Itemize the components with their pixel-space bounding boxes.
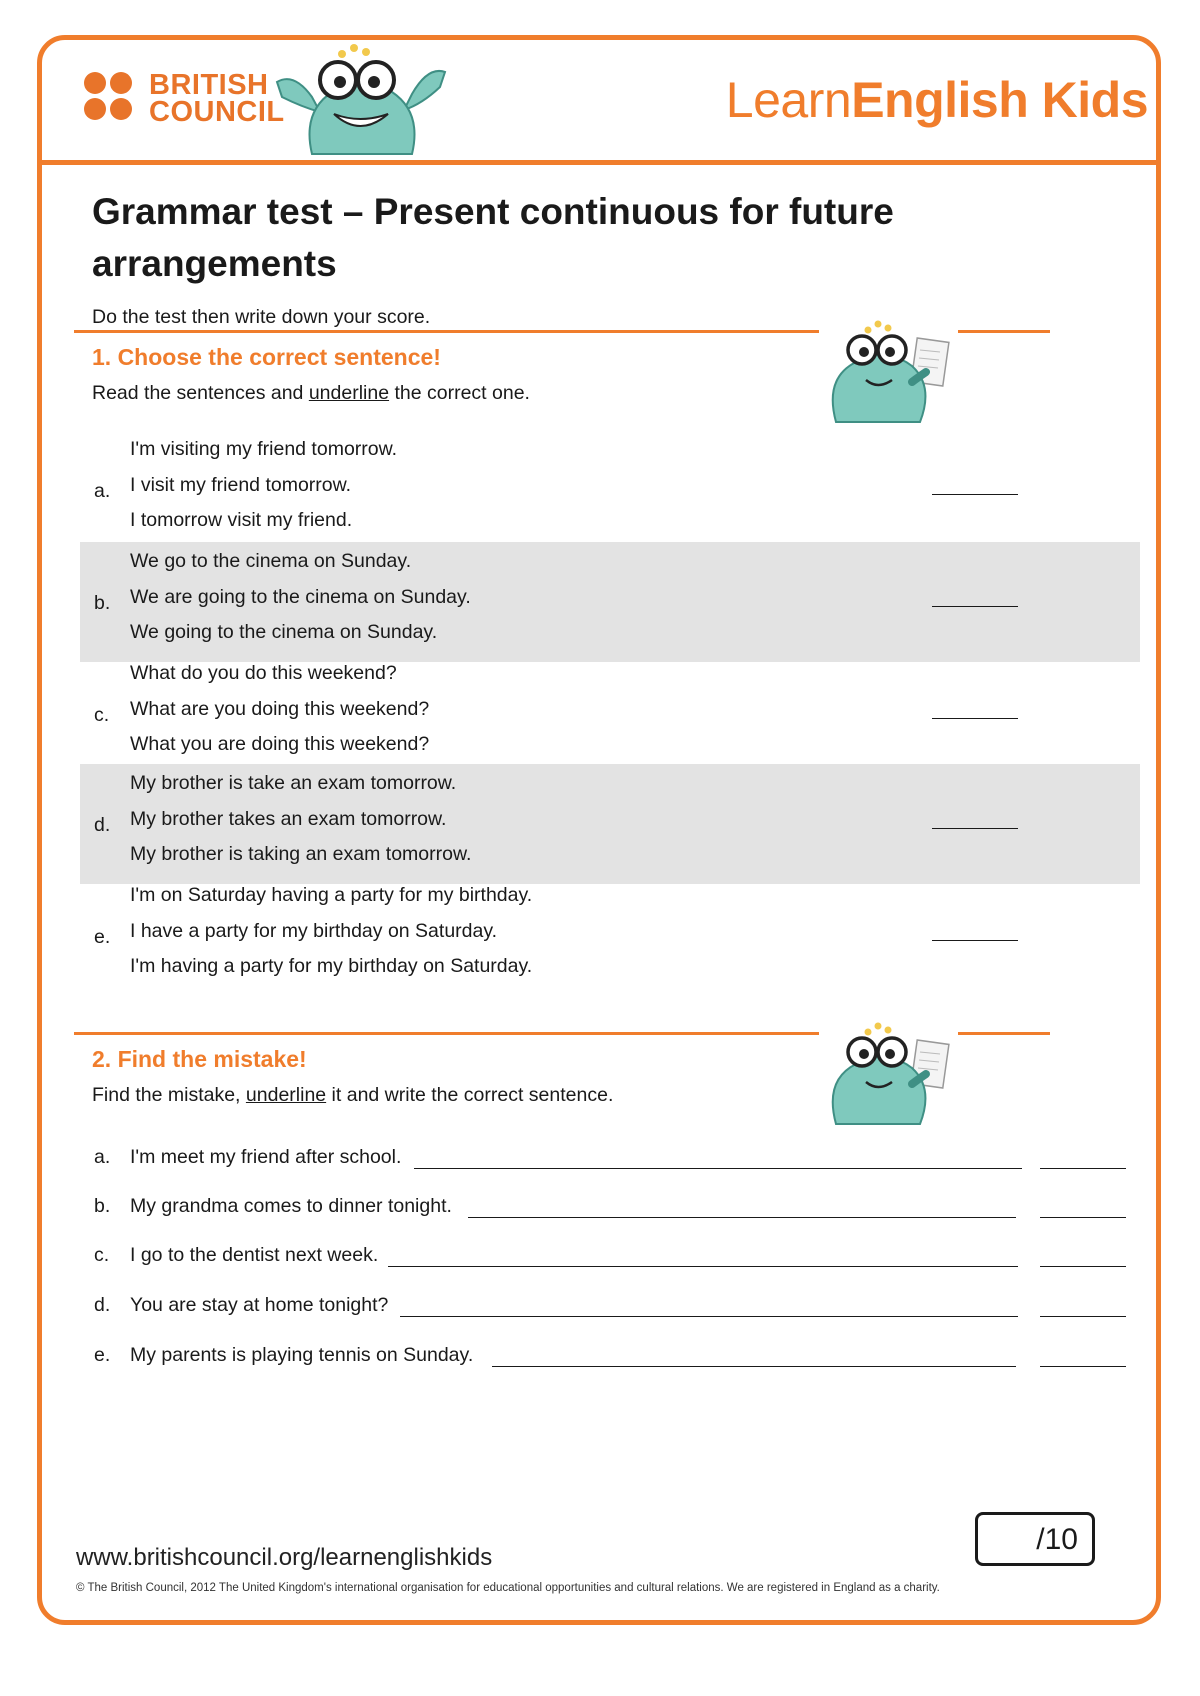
mistake-sentence[interactable]: My grandma comes to dinner tonight. <box>130 1195 452 1217</box>
option-text[interactable]: My brother takes an exam tomorrow. <box>130 808 447 830</box>
score-blank[interactable] <box>1040 1366 1126 1367</box>
page-title: Grammar test – Present continuous for future arrangements <box>92 191 894 284</box>
option-text[interactable]: I'm on Saturday having a party for my birthday. <box>130 884 533 906</box>
section2-instructions: Find the mistake, underline it and write the correct sentence. <box>92 1084 614 1106</box>
mistake-item-e <box>80 1344 1140 1374</box>
mistake-item-c <box>80 1244 1140 1274</box>
item-letter: d. <box>94 1294 111 1316</box>
section1-rule-right <box>958 330 1050 333</box>
footer-url[interactable]: www.britishcouncil.org/learnenglishkids <box>76 1544 493 1571</box>
score-blank[interactable] <box>932 828 1018 829</box>
score-blank[interactable] <box>932 606 1018 607</box>
option-text[interactable]: We are going to the cinema on Sunday. <box>130 586 471 608</box>
question-letter: c. <box>94 704 110 726</box>
section2-title: 2. Find the mistake! <box>92 1046 307 1072</box>
item-letter: a. <box>94 1146 111 1168</box>
section1-title: 1. Choose the correct sentence! <box>92 344 441 370</box>
mistake-sentence[interactable]: You are stay at home tonight? <box>130 1294 389 1316</box>
mistake-item-b <box>80 1195 1140 1225</box>
monster-mascot-icon <box>272 42 450 160</box>
mistake-item-a <box>80 1146 1140 1176</box>
option-text[interactable]: What are you doing this weekend? <box>130 698 430 720</box>
total-score-box[interactable]: /10 <box>975 1512 1095 1566</box>
score-blank[interactable] <box>932 718 1018 719</box>
correction-line[interactable] <box>468 1217 1016 1218</box>
section2-rule-left <box>74 1032 819 1035</box>
option-text[interactable]: I tomorrow visit my friend. <box>130 509 353 531</box>
footer-copyright: © The British Council, 2012 The United Kingdom's international organisation for educational opportunities and cultural relations. We are registered in England as a charity. <box>76 1582 940 1594</box>
score-blank[interactable] <box>1040 1316 1126 1317</box>
score-blank[interactable] <box>1040 1168 1126 1169</box>
option-text[interactable]: We going to the cinema on Sunday. <box>130 621 438 643</box>
mascot-with-paper-icon <box>816 318 956 428</box>
correction-line[interactable] <box>400 1316 1018 1317</box>
option-text[interactable]: I have a party for my birthday on Saturday. <box>130 920 498 942</box>
item-letter: c. <box>94 1244 110 1266</box>
section2-rule-right <box>958 1032 1050 1035</box>
item-letter: e. <box>94 1344 111 1366</box>
correction-line[interactable] <box>388 1266 1018 1267</box>
question-letter: b. <box>94 592 111 614</box>
mistake-sentence[interactable]: I go to the dentist next week. <box>130 1244 379 1266</box>
header-divider <box>40 160 1158 165</box>
option-text[interactable]: I'm having a party for my birthday on Saturday. <box>130 955 533 977</box>
section1-instructions: Read the sentences and underline the correct one. <box>92 382 530 404</box>
score-blank[interactable] <box>932 494 1018 495</box>
british-council-dots-icon <box>83 72 141 128</box>
question-letter: d. <box>94 814 111 836</box>
british-council-wordmark: BRITISH COUNCIL <box>149 69 285 128</box>
mistake-sentence[interactable]: I'm meet my friend after school. <box>130 1146 402 1168</box>
option-text[interactable]: What you are doing this weekend? <box>130 733 430 755</box>
question-1c <box>80 654 1140 774</box>
score-blank[interactable] <box>1040 1266 1126 1267</box>
option-text[interactable]: My brother is taking an exam tomorrow. <box>130 843 472 865</box>
option-text[interactable]: What do you do this weekend? <box>130 662 397 684</box>
correction-line[interactable] <box>492 1366 1016 1367</box>
mistake-sentence[interactable]: My parents is playing tennis on Sunday. <box>130 1344 474 1366</box>
correction-line[interactable] <box>414 1168 1022 1169</box>
option-text[interactable]: We go to the cinema on Sunday. <box>130 550 412 572</box>
section1-rule-left <box>74 330 819 333</box>
item-letter: b. <box>94 1195 111 1217</box>
question-1b <box>80 542 1140 662</box>
mascot-with-paper-icon <box>816 1020 956 1130</box>
score-blank[interactable] <box>932 940 1018 941</box>
question-1d <box>80 764 1140 884</box>
learnenglish-kids-logo: LearnEnglish Kids <box>725 72 1148 128</box>
option-text[interactable]: I visit my friend tomorrow. <box>130 474 352 496</box>
score-blank[interactable] <box>1040 1217 1126 1218</box>
question-letter: a. <box>94 480 111 502</box>
question-1a <box>80 430 1140 550</box>
option-text[interactable]: I'm visiting my friend tomorrow. <box>130 438 398 460</box>
option-text[interactable]: My brother is take an exam tomorrow. <box>130 772 457 794</box>
question-1e <box>80 876 1140 996</box>
question-letter: e. <box>94 926 111 948</box>
mistake-item-d <box>80 1294 1140 1324</box>
intro-text: Do the test then write down your score. <box>92 306 431 328</box>
